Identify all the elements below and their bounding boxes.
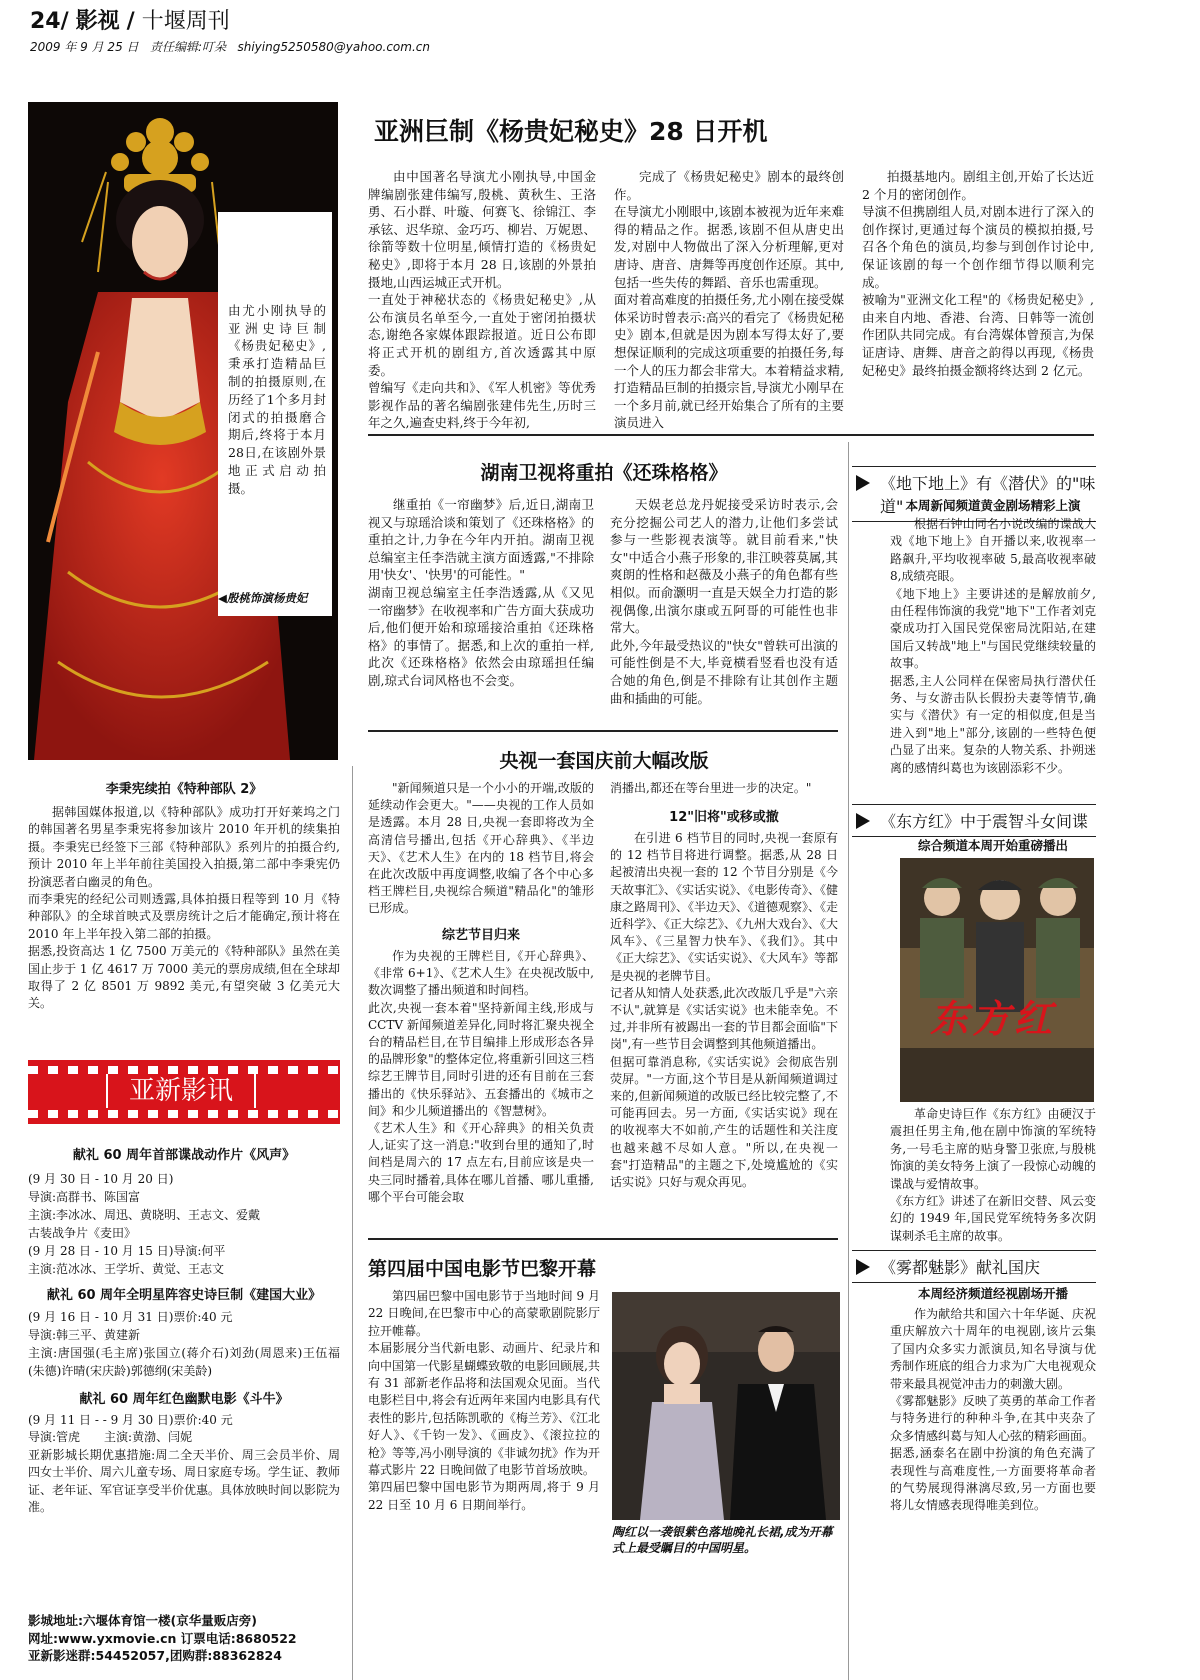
article2-title: 湖南卫视将重拍《还珠格格》: [480, 462, 728, 484]
movie1-details: (9 月 30 日 - 10 月 20 日) 导演:高群书、陈国富 主演:李冰冰、周迅、黄晓明、王志文、爱戴 古装战争片《麦田》 (9 月 28 日 - 10 月 15 日)导演:何平 主演:范冰冰、王学圻、黄觉、王志文: [28, 1172, 261, 1276]
right3-title: 《雾都魅影》献礼国庆: [852, 1250, 1096, 1283]
article3-subhead-1: 综艺节目归来: [441, 928, 520, 943]
article3-col2a: 消播出,都还在等台里进一步的决定。": [610, 781, 812, 795]
editor-email: shiying5250580@yahoo.com.cn: [237, 40, 430, 54]
poster-title: 东方红: [930, 996, 1057, 1041]
right3-body: 作为献给共和国六十年华诞、庆祝重庆解放六十周年的电视剧,该片云集了国内众多实力派演员,知名导演与优秀制作班底的组合力求为广大电视观众带来最具视觉冲击力的刺激大剧。 《雾都魅影》反映了英勇的革命工作者与特务进行的种种斗争,在其中夹杂了众多情感纠葛与知人心弦的精彩画面。 据悉,涵泰名在剧中扮演的角色充满了表现性与高难度性,一方面要将革命者的气势展现得淋漓尽致,另一方面也要将儿女情感表现得唯美到位。: [890, 1307, 1096, 1513]
right1-body: 根据石钟山同名小说改编的谍战大戏《地下地上》自开播以来,收视率一路飙升,平均收视率破 5,最高收视率破 8,成绩亮眼。 《地下地上》主要讲述的是解放前夕,由任程伟饰演的我党"地下"工作者刘克豪成功打入国民党保密局沈阳站,在建国后又转战"地上"与国民党继续较量的故事。 据悉,主人公同样在保密局执行潜伏任务、与女游击队长假扮夫妻等情节,确实与《潜伏》有一定的相似度,但是当进入到"地上"部分,该剧的一些特色便凸显了出来。复杂的人物关系、扑朔迷离的感情纠葛也为该剧添彩不少。: [890, 517, 1096, 775]
divider: [368, 1238, 838, 1240]
movie3-title: 献礼 60 周年红色幽默电影《斗牛》: [79, 1392, 289, 1407]
yang-guifei-photo: [28, 102, 338, 760]
article3-title: 央视一套国庆前大幅改版: [499, 750, 709, 772]
cinema-website[interactable]: 网址:www.yxmovie.cn 订票电话:8680522: [28, 1630, 297, 1646]
column-divider: [848, 442, 849, 1680]
right3-subtitle: 本周经济频道经视剧场开播: [917, 1286, 1068, 1301]
film-strip-bottom: [28, 1110, 340, 1118]
cinema-address: 影城地址:六堰体育馆一楼(京华量贩店旁): [28, 1613, 257, 1628]
header-meta: [30, 38, 430, 55]
dongfanghong-illustration: [900, 858, 1094, 1102]
article3-col2b: 在引进 6 档节目的同时,央视一套原有的 12 档节目将进行调整。据悉,从 28 日起被清出央视一套的 12 个节目分别是《今天故事汇》、《实话实说》、《电影传奇》、《健康之路周刊》、《半边天》、《道德观察》、《走近科学》、《正大综艺》、《九州大戏台》、《大风车》、《三星智力快车》、《我们》。其中《正大综艺》、《实话实说》、《大风车》等都是央视的老牌节目。 记者从知情人处获悉,此次改版几乎是"六亲不认",就算是《实话实说》也未能幸免。不过,并非所有被踢出一套的节目都会面临"下岗",有一些节目会调整到其他频道播出。 但据可靠消息称,《实话实说》会彻底告别荧屏。"一方面,这个节目是从新闻频道调过来的,但新闻频道的改版已经比较完整了,不可能再回去。另一方面,《实话实说》现在的收视率大不如前,产生的话题性和关注度也越来越不尽如人意。"所以,在央视一套"打造精品"的主题之下,处境尴尬的《实话实说》只好与观众再见。: [610, 831, 839, 1190]
article1-col1: 由中国著名导演尤小刚执导,中国金牌编剧张建伟编写,殷桃、黄秋生、王洛勇、石小群、叶璇、何赛飞、徐锦江、李承铉、迟华琼、金巧巧、柳岩、万妮恩、徐箭等数十位明星,倾情打造的《杨贵妃秘史》,即将于本月 28 日,该剧的外景拍摄地,山西运城正式开机。 一直处于神秘状态的《杨贵妃秘史》,从公布演员名单至今,一直处于密闭拍摄状态,谢绝各家媒体跟踪报道。近日公布即将正式开机的剧组方,首次透露其中原委。 曾编写《走向共和》、《军人机密》等优秀影视作品的著名编剧张建伟先生,历时三年之久,遍查史料,终于今年初,: [368, 169, 596, 431]
article3-col1b: 作为央视的王牌栏目,《开心辞典》、《非常 6+1》、《艺术人生》在央视改版中,数次调整了播出频道和时间档。 此次,央视一套本着"坚持新闻主线,形成与 CCTV 新闻频道差异化,同时将汇聚央视全台的精品栏目,在节目编排上形成形态各异的品牌形象"的整体定位,将重新引回这三档综艺王牌节目,同时引进的还有目前在三套播出的《快乐驿站》、五套播出的《城市之间》和少儿频道播出的《智慧树》。 《艺术人生》和《开心辞典》的相关负责人,证实了这一消息:"收到台里的通知了,时间档是周六的 17 点左右,目前应该是央一央三同时播着,具体在哪儿首播、哪儿重播,哪个平台可能会取: [368, 949, 594, 1204]
article1-col3: 拍摄基地内。剧组主创,开始了长达近 2 个月的密闭创作。 导演不但携剧组人员,对剧本进行了深入的创作探讨,更通过每个演员的模拟拍摄,号召各个角色的演员,均参与到创作讨论中,保证该剧的每一个创作细节得以顺利完成。 被喻为"亚洲文化工程"的《杨贵妃秘史》,由来自内地、香港、台湾、日韩等一流创作团队共同完成。有台湾媒体曾预言,为保证唐诗、唐舞、唐音之韵得以再现,《杨贵妃秘史》最终拍摄金额将终达到 2 亿元。: [862, 169, 1094, 378]
left-article-title: 李秉宪续拍《特种部队 2》: [105, 782, 263, 797]
right1-title: 《地下地上》有《潜伏》的"味道": [852, 466, 1096, 522]
paper-name: 十堰周刊: [141, 9, 230, 34]
paris-festival-illustration: [612, 1292, 840, 1520]
page-number: 24/: [30, 9, 69, 34]
article1-title: 亚洲巨制《杨贵妃秘史》28 日开机: [374, 117, 768, 146]
dongfanghong-poster: [900, 858, 1094, 1102]
movie3-details: (9 月 11 日 - - 9 月 30 日)票价:40 元 导演:管虎 主演:黄渤、闫妮 亚新影城长期优惠措施:周二全天半价、周三会员半价、周四女士半价、周六儿童专场、周日家庭专场。学生证、教师证、老年证、军官证享受半价优惠。具体放映时间以影院为准。: [28, 1413, 341, 1515]
column-divider: [352, 766, 353, 1680]
issue-date: 2009 年 9 月 25 日: [30, 40, 139, 54]
yaxin-banner: [28, 1060, 340, 1124]
article3-col1a: "新闻频道只是一个小小的开端,改版的延续动作会更大。"——央视的工作人员如是透露。本月 28 日,央视一套即将改为全高清信号播出,包括《开心辞典》、《半边天》、《艺术人生》在内的 18 档节目,将会在此次改版中再度调整,收编了各个中心多档王牌栏目,央视综合频道"精品化"的雏形已形成。: [368, 781, 594, 916]
cinema-contact: [28, 1612, 340, 1665]
editor: 责任编辑:叮朵: [149, 40, 227, 54]
movie2-title: 献礼 60 周年全明星阵容史诗巨制《建国大业》: [46, 1288, 322, 1303]
section-name: 影视: [75, 9, 120, 34]
photo-caption: 由尤小刚执导的亚洲史诗巨制《杨贵妃秘史》,秉承打造精品巨制的拍摄原则,在历经了1个多月封闭式的拍摄磨合期后,终将于本月28日,在该剧外景地正式启动拍摄。: [228, 302, 326, 496]
right2-title: 《东方红》中于震智斗女间谍: [852, 804, 1096, 837]
right2-body: 革命史诗巨作《东方红》由硬汉于震担任男主角,他在剧中饰演的军统特务,一号毛主席的贴身警卫张庶,与殷桃饰演的美女特务上演了一段惊心动魄的谍战与爱情故事。 《东方红》讲述了在新旧交替、风云变幻的 1949 年,国民党军统特务多次阴谋刺杀毛主席的故事。: [890, 1107, 1096, 1243]
page-header: [30, 4, 230, 35]
yaxin-banner-title: 亚新影讯: [106, 1074, 256, 1108]
header-separator: /: [126, 9, 135, 34]
left-article-body: 据韩国媒体报道,以《特种部队》成功打开好莱坞之门的韩国著名男星李秉宪将参加该片 2010 年开机的续集拍摄。李秉宪已经签下三部《特种部队》系列片的拍摄合约,预计 2010 年上半年前往美国投入拍摄,第二部中李秉宪仍扮演恶者白幽灵的角色。 而李秉宪的经纪公司则透露,具体拍摄日程等到 10 月《特种部队》的全球首映式及票房统计之后才能确定,预计将在 2010 年上半年投入第二部的拍摄。 据悉,投资高达 1 亿 7500 万美元的《特种部队》虽然在美国止步于 1 亿 4617 万 7000 美元的票房成绩,但在全球却取得了 2 亿 8501 万 9892 美元,有望突破 3 亿美元大关。: [28, 805, 340, 1011]
right1-subtitle: 本周新闻频道黄金剧场精彩上演: [905, 498, 1081, 513]
paris-festival-photo: [612, 1292, 840, 1520]
article3-subhead-2: 12"旧将"或移或撤: [669, 810, 779, 825]
article1-col2: 完成了《杨贵妃秘史》剧本的最终创作。 在导演尤小刚眼中,该剧本被视为近年来难得的精品之作。据悉,该剧不但从唐史出发,对剧中人物做出了深入分析理解,更对唐诗、唐音、唐舞等再度创作还原。其中,包括一些失传的舞蹈、音乐也需重现。 面对着高难度的拍摄任务,尤小刚在接受媒体采访时曾表示:高兴的看完了《杨贵妃秘史》剧本,但就是因为剧本写得太好了,要想保证顺利的完成这项重要的拍摄任务,每一个人的压力都会非常大。本着精益求精,打造精品巨制的拍摄宗旨,导演尤小刚早在一个多月前,就已经开始集合了所有的主要演员进入: [614, 169, 844, 431]
article4-body: 第四届巴黎中国电影节于当地时间 9 月 22 日晚间,在巴黎市中心的高蒙歌剧院影厅拉开帷幕。 本届影展分当代新电影、动画片、纪录片和向中国第一代影星蝴蝶致敬的电影回顾展,共有 31 部新老作品将和法国观众见面。当代电影栏目中,将会有近两年来国内电影具有代表性的影片,包括陈凯歌的《梅兰芳》、《江北好人》、《千钧一发》、《画皮》、《滚拉拉的枪》等等,冯小刚导演的《非诚勿扰》作为开幕式影片 22 日晚间做了电影节首场放映。 第四届巴黎中国电影节为期两周,将于 9 月 22 日至 10 月 6 日期间举行。: [368, 1289, 600, 1512]
movie1-title: 献礼 60 周年首部谍战动作片《风声》: [72, 1148, 296, 1163]
photo-credit: ◀殷桃饰演杨贵妃: [218, 591, 308, 605]
right2-subtitle: 综合频道本周开始重磅播出: [917, 838, 1068, 853]
article2-col2: 天娱老总龙丹妮接受采访时表示,会充分挖掘公司艺人的潜力,让他们多尝试参与一些影视表演等。就目前看来,"快女"中适合小燕子形象的,非江映蓉莫属,其爽朗的性格和赵薇及小燕子的角色都有些相似。而俞灏明一直是天娱全力打造的影视偶像,出演尔康或五阿哥的可能性也非常大。 此外,今年最受热议的"快女"曾轶可出演的可能性倒是不大,毕竟横看竖看也没有适合她的角色,倒是不排除有让其创作主题曲和插曲的可能。: [610, 497, 838, 706]
film-strip-top: [28, 1066, 340, 1074]
divider: [368, 730, 838, 732]
photo-caption-box: [218, 212, 332, 616]
cinema-qq-groups: 亚新影迷群:54452057,团购群:88362824: [28, 1648, 282, 1663]
paris-photo-caption: 陶红以一袭银紫色落地晚礼长裙,成为开幕式上最受瞩目的中国明星。: [612, 1525, 833, 1555]
article2-col1: 继重拍《一帘幽梦》后,近日,湖南卫视又与琼瑶洽谈和策划了《还珠格格》的重拍之计,力争在今年内开拍。湖南卫视总编室主任李浩就主演方面透露,"不排除用'快女'、'快男'的可能性。" 湖南卫视总编室主任李浩透露,从《又见一帘幽梦》在收视率和广告方面大获成功后,他们便开始和琼瑶接洽重拍《还珠格格》的事情了。据悉,和上次的重拍一样,此次《还珠格格》依然会由琼瑶担任编剧,琼式台词风格也不会变。: [368, 497, 594, 688]
movie2-details: (9 月 16 日 - 10 月 31 日)票价:40 元 导演:韩三平、黄建新 主演:唐国强(毛主席)张国立(蒋介石)刘劲(周恩来)王伍福(朱德)许晴(宋庆龄)郭德纲(宋美龄): [28, 1310, 340, 1378]
article4-title: 第四届中国电影节巴黎开幕: [368, 1258, 597, 1280]
divider: [368, 434, 1094, 436]
